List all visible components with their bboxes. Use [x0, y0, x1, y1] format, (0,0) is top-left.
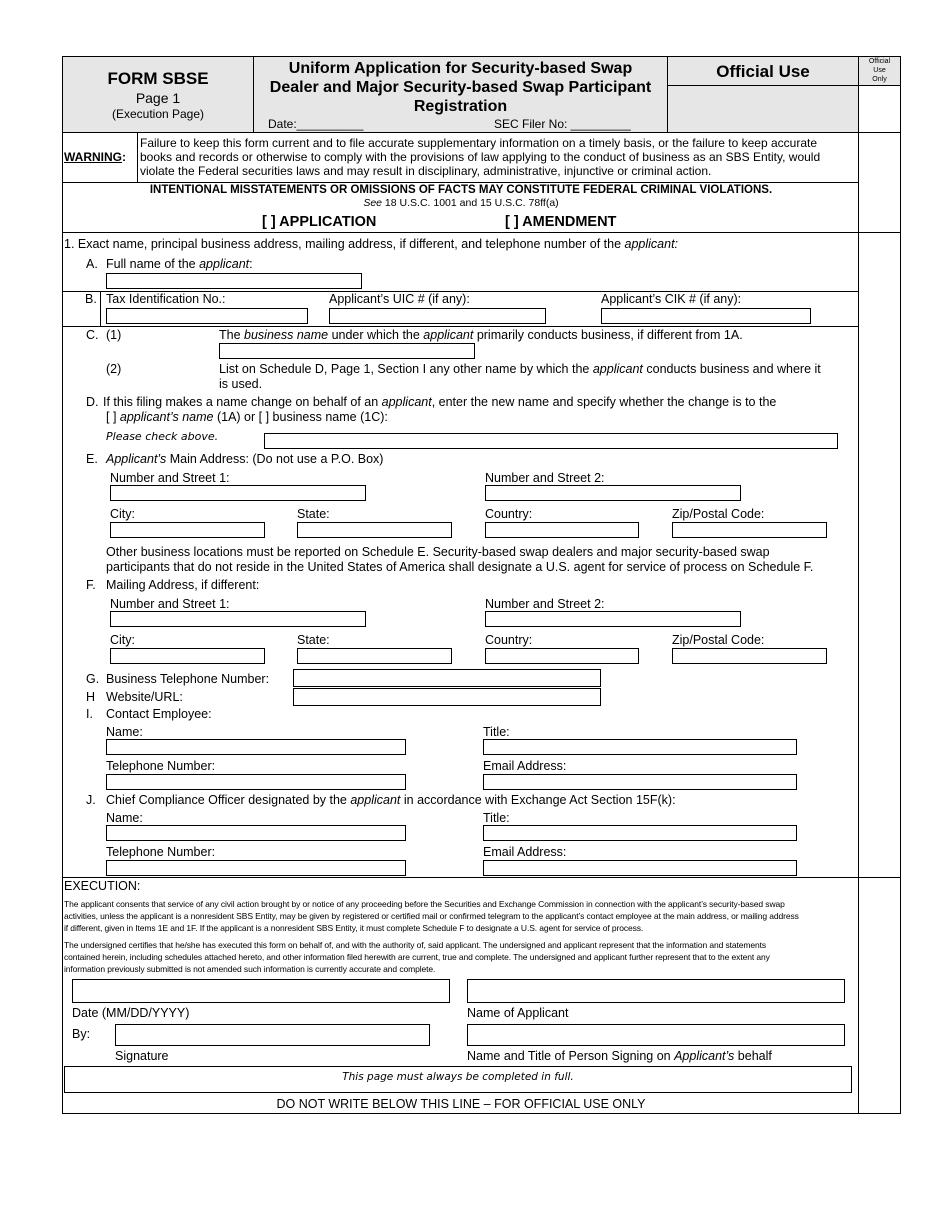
form-title-line3: Registration [413, 98, 508, 115]
execution-consent-3: if different, given in Items 1E and 1F. If the applicant is a nonresident SBS Entity, it must complete Schedule F to designate a U.S. agent for service of process. [64, 923, 644, 933]
contact-title-label: Title: [483, 725, 510, 739]
mail-city-label: City: [110, 633, 135, 647]
name-change-options[interactable]: [ ] applicant’s name (1A) or [ ] business name (1C): [106, 410, 388, 424]
signature-label: Signature [115, 1049, 169, 1063]
mail-country-input[interactable] [485, 648, 639, 664]
execution-consent-2: activities, unless the applicant is a nonresident SBS Entity, may be given by registered or certified mail or confirmed telegram to the applicant’s contact employee at the main address, or mailing address [64, 911, 799, 921]
official-use-sub-cell [668, 86, 858, 132]
item1-intro: 1. Exact name, principal business address, mailing address, if different, and telephone number of the applicant: [64, 237, 679, 251]
item-c1-label: (1) [106, 328, 122, 342]
main-city-input[interactable] [110, 522, 265, 538]
other-names-instruction: List on Schedule D, Page 1, Section I any other name by which the applicant conducts business and where it [219, 362, 821, 376]
item-g-label: G. [86, 672, 100, 686]
item-j-label: J. [86, 793, 96, 807]
main-street2-input[interactable] [485, 485, 741, 501]
uic-input[interactable] [329, 308, 546, 324]
item-a-label: A. [86, 257, 98, 271]
mail-street2-label: Number and Street 2: [485, 597, 605, 611]
item-i-label: I. [86, 707, 93, 721]
mail-state-input[interactable] [297, 648, 452, 664]
applicant-name-label: Name of Applicant [467, 1006, 569, 1020]
execution-cert-1: The undersigned certifies that he/she has executed this form on behalf of, and with the authority of, said applicant. The undersigned and applicant represent that the information and statements [64, 940, 767, 950]
website-label: Website/URL: [106, 690, 183, 704]
execution-date-label: Date (MM/DD/YYYY) [72, 1006, 190, 1020]
mail-state-label: State: [297, 633, 330, 647]
cco-label: Chief Compliance Officer designated by the applicant in accordance with Exchange Act Section 15F(k): [106, 793, 676, 807]
item-c-label: C. [86, 328, 99, 342]
main-country-label: Country: [485, 507, 533, 521]
official-use-only-1: Official [868, 58, 891, 65]
execution-heading: EXECUTION: [64, 879, 141, 893]
name-change-text: If this filing makes a name change on behalf of an applicant, enter the new name and specify whether the change is to the [103, 395, 777, 409]
schedule-note-2: participants that do not reside in the United States of America shall designate a U.S. agent for service of process on Schedule F. [106, 560, 814, 574]
tax-id-label: Tax Identification No.: [106, 292, 226, 306]
main-street1-input[interactable] [110, 485, 366, 501]
item-c2-label: (2) [106, 362, 122, 376]
item-h-label: H [86, 690, 96, 704]
item-e-label: E. [86, 452, 98, 466]
contact-name-input[interactable] [106, 739, 406, 755]
by-label: By: [72, 1027, 91, 1041]
execution-date-input[interactable] [72, 979, 450, 1003]
mail-street1-label: Number and Street 1: [110, 597, 230, 611]
check-above-note: Please check above. [106, 430, 219, 443]
mail-zip-label: Zip/Postal Code: [672, 633, 765, 647]
contact-email-label: Email Address: [483, 759, 567, 773]
cco-email-label: Email Address: [483, 845, 567, 859]
full-name-input[interactable] [106, 273, 362, 289]
warning-line1: Failure to keep this form current and to file accurate supplementary information on a timely basis, or the failure to keep accurate [140, 136, 818, 150]
business-phone-label: Business Telephone Number: [106, 672, 270, 686]
form-title-line1: Uniform Application for Security-based Swap [288, 60, 633, 77]
mail-street2-input[interactable] [485, 611, 741, 627]
form-page-sub: (Execution Page) [111, 107, 205, 121]
application-checkbox[interactable]: [ ] APPLICATION [262, 214, 377, 230]
warning-label: WARNING: [64, 150, 126, 164]
form-name: FORM SBSE [107, 69, 209, 88]
official-use-footer: DO NOT WRITE BELOW THIS LINE – FOR OFFICIAL USE ONLY [276, 1097, 646, 1111]
item-d-label: D. [86, 395, 99, 409]
misstatement-warning: INTENTIONAL MISSTATEMENTS OR OMISSIONS OF FACTS MAY CONSTITUTE FEDERAL CRIMINAL VIOLATIONS. [149, 184, 773, 196]
mail-city-input[interactable] [110, 648, 265, 664]
contact-phone-input[interactable] [106, 774, 406, 790]
other-names-instruction-2: is used. [219, 377, 263, 391]
mail-country-label: Country: [485, 633, 533, 647]
official-use-only-3: Only [872, 76, 887, 83]
cik-input[interactable] [601, 308, 811, 324]
sec-filer-label: SEC Filer No: _________ [494, 117, 631, 131]
mail-zip-input[interactable] [672, 648, 827, 664]
uic-label: Applicant’s UIC # (if any): [329, 292, 470, 306]
business-phone-input[interactable] [293, 669, 601, 687]
tax-id-input[interactable] [106, 308, 308, 324]
new-name-input[interactable] [264, 433, 838, 449]
official-use-heading: Official Use [716, 62, 810, 81]
schedule-note-1: Other business locations must be reported on Schedule E. Security-based swap dealers and major security-based swap [106, 545, 770, 559]
full-name-label: Full name of the applicant: [106, 257, 253, 271]
execution-consent-1: The applicant consents that service of any civil action brought by or notice of any proceeding before the Securities and Exchange Commission in connection with the applicant’s security-based swap [64, 899, 785, 909]
warning-line2: books and records or otherwise to comply with the provisions of law applying to the conduct of business as an SBS Entity, would [140, 150, 821, 164]
cco-name-label: Name: [106, 811, 143, 825]
cik-label: Applicant’s CIK # (if any): [601, 292, 742, 306]
main-street1-label: Number and Street 1: [110, 471, 230, 485]
main-address-label: Applicant’s Main Address: (Do not use a P.O. Box) [106, 452, 384, 466]
main-zip-label: Zip/Postal Code: [672, 507, 765, 521]
official-use-only-2: Use [873, 67, 886, 74]
contact-phone-label: Telephone Number: [106, 759, 216, 773]
cco-phone-label: Telephone Number: [106, 845, 216, 859]
main-state-label: State: [297, 507, 330, 521]
execution-cert-2: contained herein, including schedules attached hereto, and other information filed herewith are current, true and complete. The undersigned and applicant further represent that to the extent any [64, 952, 770, 962]
business-name-input[interactable] [219, 343, 475, 359]
mail-street1-input[interactable] [110, 611, 366, 627]
main-street2-label: Number and Street 2: [485, 471, 605, 485]
contact-employee-label: Contact Employee: [106, 707, 212, 721]
cco-title-label: Title: [483, 811, 510, 825]
warning-line3: violate the Federal securities laws and may result in disciplinary, administrative, injunctive or criminal action. [140, 164, 712, 178]
main-country-input[interactable] [485, 522, 639, 538]
contact-name-label: Name: [106, 725, 143, 739]
cco-email-input[interactable] [483, 860, 797, 876]
signature-input[interactable] [115, 1024, 430, 1046]
mailing-address-label: Mailing Address, if different: [106, 578, 260, 592]
main-zip-input[interactable] [672, 522, 827, 538]
applicant-name-input[interactable] [467, 979, 845, 1003]
main-state-input[interactable] [297, 522, 452, 538]
website-input[interactable] [293, 688, 601, 706]
signer-name-title-input[interactable] [467, 1024, 845, 1046]
cco-phone-input[interactable] [106, 860, 406, 876]
execution-cert-3: information previously submitted is not amended such information is currently accurate and complete. [64, 964, 436, 974]
contact-email-input[interactable] [483, 774, 797, 790]
form-page: Page 1 [135, 90, 181, 106]
cco-name-input[interactable] [106, 825, 406, 841]
business-name-label: The business name under which the applicant primarily conducts business, if different from 1A. [219, 328, 743, 342]
contact-title-input[interactable] [483, 739, 797, 755]
cco-title-input[interactable] [483, 825, 797, 841]
amendment-checkbox[interactable]: [ ] AMENDMENT [505, 214, 617, 230]
main-city-label: City: [110, 507, 135, 521]
item-f-label: F. [86, 578, 96, 592]
date-label: Date:__________ [268, 117, 364, 131]
signer-name-title-label: Name and Title of Person Signing on Applicant’s behalf [467, 1049, 772, 1063]
misstatement-citation: See 18 U.S.C. 1001 and 15 U.S.C. 78ff(a) [363, 197, 559, 209]
form-title-line2: Dealer and Major Security-based Swap Participant [269, 79, 652, 96]
complete-note: This page must always be completed in full. [342, 1071, 574, 1083]
item-b-label: B. [85, 292, 97, 306]
